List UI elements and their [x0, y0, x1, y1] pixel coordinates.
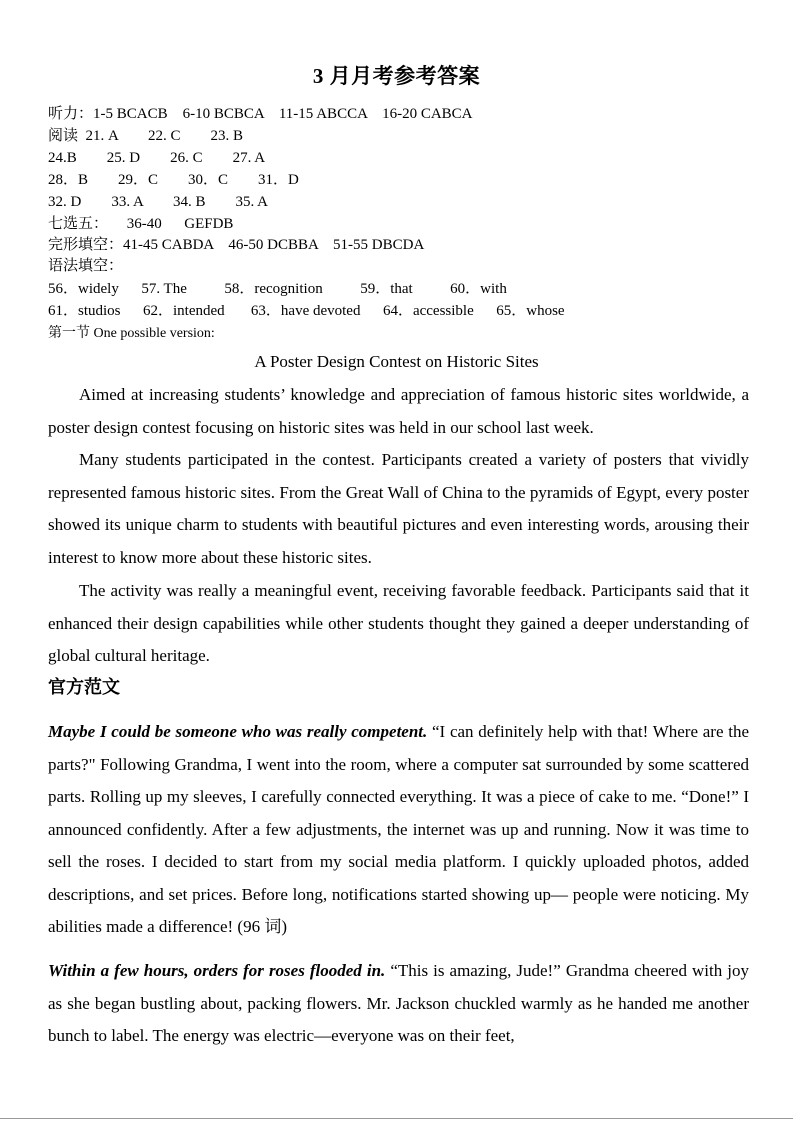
essay-paragraph-3: The activity was really a meaningful event, receiving favorable feedback. Participants said that it enhanced their design capabilities while other students thought they gained a deeper understanding of global cultural heritage.: [48, 581, 749, 665]
reading-answers-3: 28．B 29．C 30．C 31．D: [48, 172, 299, 188]
essay-title: A Poster Design Contest on Historic Sites: [254, 352, 539, 371]
cloze-answers: 完形填空：41-45 CABDA 46-50 DCBBA 51-55 DBCDA: [48, 237, 425, 253]
sample-paragraph-2: [48, 955, 749, 1053]
sample-paragraph-1: [48, 716, 749, 944]
page-bottom-rule: [0, 1118, 793, 1119]
seven-choose-five-answers: 七选五： 36-40 GEFDB: [48, 216, 234, 232]
sample-paragraph-2-lead: Within a few hours, orders for roses flooded in.: [48, 961, 386, 980]
section-note: 第一节 One possible version:: [48, 326, 215, 341]
reading-answers-4: 32. D 33. A 34. B 35. A: [48, 194, 269, 210]
sample-paragraph-1-lead: Maybe I could be someone who was really competent.: [48, 722, 428, 741]
sample-paragraph-2-body: “This is amazing, Jude!” Grandma cheered with joy as she began bustling about, packing flowers. Mr. Jackson chuckled warmly as he handed me another bunch to label. The energy was electric—everyone was on their feet,: [48, 961, 749, 1045]
listening-answers: 听力：1-5 BCACB 6-10 BCBCA 11-15 ABCCA 16-20 CABCA: [48, 106, 473, 122]
reading-answers-2: 24.B 25. D 26. C 27. A: [48, 150, 266, 166]
grammar-answers-2: 61．studios 62．intended 63．have devoted 64．accessible 65．whose: [48, 303, 565, 319]
official-sample-heading: 官方范文: [48, 677, 120, 697]
grammar-answers-1: 56．widely 57. The 58．recognition 59．that 60．with: [48, 281, 507, 297]
reading-answers-1: 阅读 21. A 22. C 23. B: [48, 128, 244, 144]
page-title: 3 月月考参考答案: [312, 64, 481, 88]
essay-paragraph-2: Many students participated in the contest. Participants created a variety of posters that vividly represented famous historic sites. From the Great Wall of China to the pyramids of Egypt, every poster showed its unique charm to students with beautiful pictures and even interesting words, arousing their interest to know more about these historic sites.: [48, 450, 749, 567]
essay-paragraph-1: Aimed at increasing students’ knowledge and appreciation of famous historic sites worldwide, a poster design contest focusing on historic sites was held in our school last week.: [48, 385, 749, 437]
sample-paragraph-1-body: “I can definitely help with that! Where are the parts?" Following Grandma, I went into the room, where a computer sat surrounded by some scattered parts. Rolling up my sleeves, I carefully connected everything. It was a piece of cake to me. “Done!” I announced confidently. After a few adjustments, the internet was up and running. Now it was time to sell the roses. I decided to start from my social media platform. I quickly uploaded photos, added descriptions, and set prices. Before long, notifications started showing up— people were noticing. My abilities made a difference! (96 词): [48, 722, 749, 936]
grammar-label: 语法填空：: [48, 258, 124, 274]
